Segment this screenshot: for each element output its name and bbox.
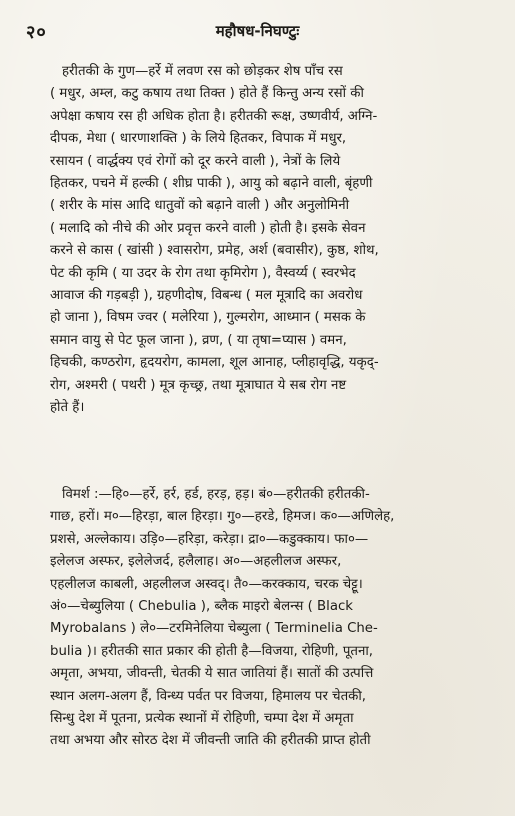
text-line: स्थान अलग-अलग हैं, विन्ध्य पर्वत पर विजया, हिमालय पर चेतकी, (50, 688, 367, 704)
text-line: दीपक, मेधा ( धारणाशक्ति ) के लिये हितकर, विपाक में मधुर, (50, 131, 347, 147)
text-line: समान वायु से पेट फूल जाना ), व्रण, ( या तृषा=प्यास ) वमन, (50, 332, 347, 348)
text-line: हितकर, पचने में हल्की ( शीघ्र पाकी ), आयु को बढ़ाने वाली, बृंहणी (50, 176, 373, 192)
text-line: प्रशसे, अल्लेकाय। उड़ि०—हरिड़ा, करेड़ा। द्रा०—कडुक्काय। फा०— (50, 531, 369, 547)
paragraph-haritaki-properties (50, 61, 497, 420)
text-line: हरीतकी के गुण—हर्रे में लवण रस को छोड़कर शेष पाँच रस (62, 64, 343, 79)
page-header (26, 20, 489, 44)
text-line: तथा अभया और सोरठ देश में जीवन्ती जाति की हरीतकी प्राप्त होती (50, 733, 371, 749)
text-line: ( शरीर के मांस आदि धातुवों को बढ़ाने वाली ) और अनुलोमिनी (50, 198, 350, 214)
text-line: करने से कास ( खांसी ) श्वासरोग, प्रमेह, अर्श (बवासीर), कुष्ठ, शोथ, (50, 243, 379, 259)
text-line: Myrobalans ) ले०—टरमिनेलिया चेब्युला ( Terminelia Che- (50, 621, 378, 637)
text-line: ( मलादि को नीचे की ओर प्रवृत्त करने वाली ) होती है। इसके सेवन (50, 220, 366, 236)
text-line: रोग, अश्मरी ( पथरी ) मूत्र कृच्छ्र, तथा मूत्राघात ये सब रोग नष्ट (50, 377, 347, 393)
text-line: इलेलज अस्फर, इलेलेजर्द, हलैलाह। अ०—अहलीलज अस्फर, (50, 554, 342, 570)
text-line: सिन्धु देश में पूतना, प्रत्येक स्थानों में रोहिणी, चम्पा देश में अमृता (50, 711, 354, 727)
text-line: अमृता, अभया, जीवन्ती, चेतकी ये सात जातियां हैं। सातों की उत्पत्ति (50, 666, 374, 682)
paragraph-vimarsha (50, 484, 497, 753)
text-line: हिचकी, कण्ठरोग, हृदयरोग, कामला, शूल आनाह, प्लीहावृद्धि, यकृद्- (50, 355, 379, 371)
text-line: ( मधुर, अम्ल, कटु कषाय तथा तिक्त ) होते हैं किन्तु अन्य रसों की (50, 86, 364, 102)
text-line: एहलीलज काबली, अहलीलज अस्वद्। तै०—करक्काय, चरक चेट्टू। (50, 576, 363, 592)
text-line: रसायन ( वार्द्धक्य एवं रोगों को दूर करने वाली ), नेत्रों के लिये (50, 153, 341, 169)
text-line: आवाज की गड़बड़ी ), ग्रहणीदोष, विबन्ध ( मल मूत्रादि का अवरोध (50, 288, 363, 304)
text-line: पेट की कृमि ( या उदर के रोग तथा कृमिरोग ), वैस्वर्य्य ( स्वरभेद (50, 265, 356, 281)
page-number: २० (26, 22, 47, 43)
text-line: हो जाना ), विषम ज्वर ( मलेरिया ), गुल्मरोग, आध्मान ( मसक के (50, 310, 366, 326)
text-line: अपेक्षा कषाय रस ही अधिक होता है। हरीतकी रूक्ष, उष्णवीर्य, अग्नि- (50, 108, 378, 124)
text-line: bulia )। हरीतकी सात प्रकार की होती है—विजया, रोहिणी, पूतना, (50, 643, 374, 659)
text-line: गाछ, हरों। म०—हिरड़ा, बाल हिरड़ा। गु०—हरडे, हिमज। क०—अणिलेह, (50, 509, 395, 525)
text-line: अं०—चेब्युलिया ( Chebulia ), ब्लैक माइरो बेलन्स ( Black (50, 599, 353, 615)
text-line: विमर्श :—हि०—हर्रे, हर्र, हर्ड, हरड़, हड़। बं०—हरीतकी हरीतकी- (62, 487, 370, 502)
running-title: महौषध-निघण्टुः (215, 22, 300, 40)
text-line: होते हैं। (50, 400, 85, 416)
